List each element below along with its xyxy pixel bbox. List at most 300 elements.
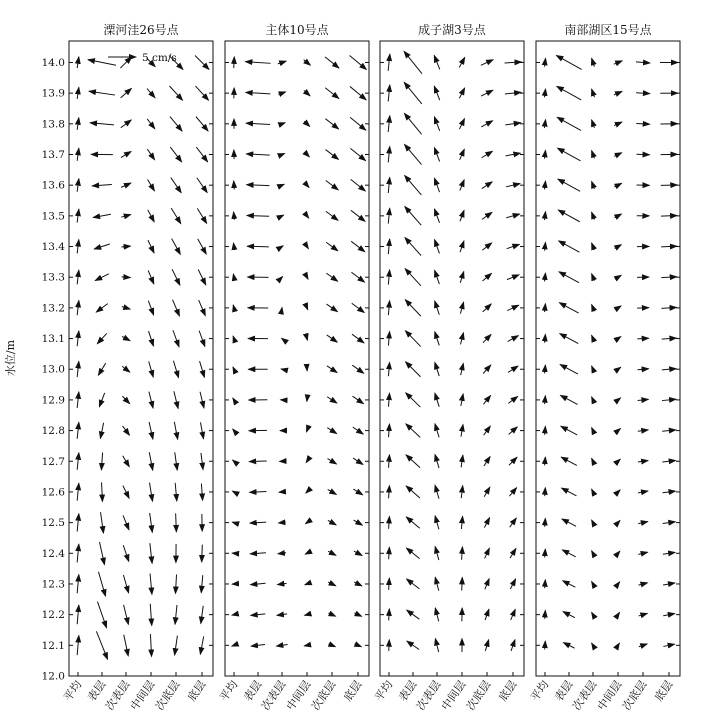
velocity-vector: [484, 457, 490, 466]
x-tick-label: 表层: [241, 678, 265, 704]
velocity-vector: [278, 92, 285, 95]
velocity-vector: [481, 90, 493, 96]
velocity-vector: [388, 208, 389, 223]
reference-vector: [108, 52, 177, 64]
velocity-vector: [327, 335, 338, 342]
velocity-vector: [325, 57, 339, 68]
velocity-vector: [562, 550, 575, 557]
velocity-vector: [389, 609, 390, 620]
velocity-vector: [616, 459, 621, 463]
y-tick-label: 12.6: [41, 486, 65, 499]
velocity-vector: [173, 300, 180, 316]
velocity-vector: [544, 120, 545, 128]
x-tick-label: 次表层: [258, 678, 289, 713]
velocity-vector: [355, 644, 362, 647]
y-tick-label: 13.0: [41, 363, 65, 376]
velocity-vector: [460, 272, 464, 283]
velocity-vector: [148, 270, 154, 284]
panel-title: 成子湖3号点: [418, 23, 486, 37]
velocity-vector: [150, 513, 153, 532]
velocity-vector: [388, 177, 389, 193]
velocity-vector: [93, 214, 111, 217]
velocity-vector: [282, 338, 283, 339]
velocity-vector: [661, 216, 677, 217]
y-axis: [3, 57, 65, 683]
velocity-vector: [558, 179, 580, 191]
velocity-vector: [510, 548, 516, 558]
x-tick-label: 中间层: [127, 678, 158, 713]
velocity-vector: [388, 116, 390, 132]
velocity-vector: [506, 214, 519, 218]
velocity-vector: [77, 209, 79, 222]
velocity-vector: [592, 335, 595, 342]
velocity-vector: [460, 210, 464, 221]
velocity-vector: [150, 543, 152, 563]
velocity-vector: [507, 244, 520, 248]
velocity-vector: [615, 337, 621, 341]
velocity-vector: [592, 397, 595, 403]
velocity-vector: [147, 149, 154, 160]
velocity-vector: [435, 332, 440, 346]
velocity-vector: [306, 429, 307, 432]
velocity-vector: [247, 185, 270, 186]
velocity-vector: [508, 336, 519, 342]
velocity-vector: [661, 307, 676, 308]
velocity-vector: [233, 243, 234, 250]
panels: [60, 22, 680, 713]
velocity-vector: [459, 88, 464, 98]
velocity-vector: [404, 51, 422, 73]
velocity-vector: [328, 613, 335, 616]
velocity-vector: [147, 89, 155, 98]
velocity-vector: [406, 393, 421, 407]
velocity-vector: [278, 553, 286, 554]
velocity-vector: [592, 582, 595, 587]
velocity-vector: [592, 274, 595, 281]
velocity-vector: [281, 277, 282, 278]
velocity-vector: [149, 392, 153, 409]
velocity-vector: [171, 208, 181, 223]
velocity-vector: [97, 333, 106, 343]
y-tick-label: 13.6: [41, 179, 65, 192]
velocity-vector: [507, 275, 519, 280]
panel-title: 溧河洼26号点: [103, 23, 179, 37]
velocity-vector: [172, 239, 181, 255]
velocity-vector: [434, 55, 440, 69]
velocity-vector: [388, 301, 389, 315]
velocity-vector: [614, 91, 622, 94]
velocity-vector: [77, 514, 79, 532]
velocity-vector: [388, 331, 389, 345]
velocity-vector: [97, 602, 106, 628]
velocity-vector: [558, 148, 581, 161]
velocity-vector: [90, 123, 114, 125]
velocity-vector: [662, 338, 677, 339]
velocity-vector: [406, 424, 420, 438]
y-tick-label: 13.3: [41, 271, 65, 284]
x-tick-label: 底层: [185, 678, 209, 704]
velocity-vector: [250, 492, 267, 493]
velocity-vector: [484, 426, 491, 435]
velocity-vector: [637, 308, 649, 309]
x-tick-label: 表层: [85, 678, 109, 704]
velocity-vector: [175, 574, 176, 593]
velocity-vector: [350, 148, 365, 160]
velocity-vector: [149, 422, 153, 439]
velocity-vector: [407, 641, 419, 649]
velocity-vector: [98, 572, 105, 596]
velocity-vector: [404, 113, 421, 134]
velocity-vector: [563, 643, 574, 649]
velocity-vector: [99, 542, 104, 565]
velocity-vector: [637, 338, 648, 339]
velocity-vector: [279, 153, 284, 155]
velocity-vector: [661, 277, 676, 278]
velocity-vector: [77, 270, 79, 284]
velocity-vector: [592, 89, 595, 97]
velocity-vector: [351, 272, 364, 282]
velocity-vector: [616, 582, 619, 586]
velocity-vector: [545, 580, 546, 588]
x-tick-label: 中间层: [594, 678, 625, 713]
velocity-vector: [562, 488, 577, 496]
velocity-vector: [404, 82, 422, 104]
velocity-vector: [592, 643, 595, 647]
velocity-vector: [405, 238, 421, 256]
x-tick-label: 中间层: [283, 678, 314, 713]
velocity-vector: [173, 361, 178, 378]
velocity-vector: [556, 55, 581, 69]
velocity-vector: [149, 452, 152, 470]
velocity-vector: [592, 212, 595, 219]
x-tick-label: 底层: [652, 678, 676, 704]
velocity-vector: [246, 154, 269, 155]
velocity-vector: [96, 631, 107, 659]
velocity-vector: [304, 60, 311, 66]
velocity-vector: [350, 86, 366, 99]
velocity-vector: [435, 639, 438, 652]
velocity-vector: [404, 144, 421, 164]
velocity-vector: [246, 123, 270, 124]
velocity-vector: [147, 119, 155, 129]
velocity-vector: [481, 60, 493, 66]
velocity-vector: [544, 181, 545, 189]
y-tick-label: 12.4: [41, 547, 65, 560]
velocity-vector: [77, 148, 79, 161]
velocity-vector: [77, 605, 79, 624]
velocity-vector: [233, 367, 235, 371]
velocity-vector: [77, 361, 79, 377]
velocity-vector: [121, 246, 130, 247]
velocity-vector: [506, 184, 520, 187]
velocity-vector: [482, 243, 491, 250]
velocity-vector: [485, 548, 490, 558]
reference-label: 5 cm/s: [142, 52, 177, 64]
x-tick-label: 次底层: [308, 678, 339, 713]
velocity-vector: [195, 55, 209, 69]
velocity-vector: [435, 608, 438, 621]
velocity-vector: [508, 366, 518, 372]
velocity-vector: [176, 513, 177, 531]
velocity-vector: [638, 491, 648, 493]
velocity-vector: [77, 118, 79, 130]
velocity-vector: [148, 240, 154, 253]
x-tick-label: 次表层: [569, 678, 600, 713]
velocity-vector: [280, 215, 283, 217]
velocity-vector: [389, 547, 390, 559]
velocity-vector: [545, 365, 546, 373]
velocity-vector: [277, 583, 286, 584]
velocity-vector: [77, 544, 79, 562]
velocity-vector: [616, 551, 620, 555]
velocity-vector: [435, 516, 439, 530]
velocity-vector: [353, 427, 363, 434]
velocity-vector: [250, 522, 266, 523]
velocity-vector: [510, 518, 517, 527]
velocity-vector: [170, 117, 182, 132]
velocity-vector: [150, 634, 151, 656]
velocity-vector: [233, 460, 236, 462]
velocity-vector: [123, 456, 130, 467]
velocity-vector: [232, 522, 235, 523]
velocity-vector: [545, 304, 546, 312]
velocity-vector: [202, 545, 203, 562]
velocity-vector: [121, 215, 130, 218]
velocity-vector: [592, 243, 595, 250]
velocity-vector: [616, 520, 620, 524]
velocity-vector: [485, 640, 488, 651]
velocity-vector: [123, 426, 130, 435]
velocity-vector: [328, 489, 337, 494]
velocity-vector: [94, 244, 110, 249]
velocity-vector: [233, 274, 234, 280]
velocity-vector: [306, 491, 308, 493]
y-tick-label: 12.7: [41, 455, 65, 468]
velocity-vector: [149, 361, 154, 377]
velocity-vector: [305, 152, 310, 157]
velocity-vector: [232, 491, 235, 493]
x-tick-label: 平均: [217, 678, 241, 704]
velocity-vector: [435, 301, 440, 315]
velocity-vector: [509, 488, 516, 497]
velocity-vector: [434, 148, 439, 162]
velocity-vector: [150, 604, 152, 626]
velocity-vector: [200, 636, 203, 654]
velocity-vector: [406, 548, 419, 559]
y-tick-label: 13.7: [41, 149, 65, 162]
velocity-vector: [406, 486, 420, 498]
y-tick-label: 13.8: [41, 118, 65, 131]
velocity-vector: [545, 334, 546, 342]
velocity-vector: [350, 117, 366, 130]
velocity-vector: [511, 609, 516, 620]
velocity-vector: [435, 485, 439, 499]
velocity-vector: [77, 483, 79, 500]
velocity-vector: [389, 486, 390, 499]
velocity-vector: [406, 362, 421, 377]
velocity-vector: [148, 301, 153, 315]
velocity-vector: [148, 180, 155, 191]
velocity-vector: [98, 363, 105, 375]
velocity-vector: [278, 522, 285, 523]
x-tick-label: 平均: [61, 678, 85, 704]
velocity-vector: [435, 240, 440, 254]
velocity-vector: [307, 337, 308, 340]
velocity-vector: [638, 399, 649, 400]
velocity-vector: [77, 301, 79, 316]
velocity-vector: [638, 552, 647, 554]
velocity-vector: [200, 361, 205, 377]
velocity-vector: [195, 86, 208, 100]
velocity-vector: [616, 612, 619, 616]
x-tick-label: 底层: [496, 678, 520, 704]
velocity-vector: [662, 399, 676, 400]
velocity-vector: [460, 149, 465, 160]
velocity-vector: [662, 430, 676, 431]
velocity-vector: [234, 212, 235, 220]
velocity-vector: [92, 184, 112, 185]
velocity-vector: [545, 396, 546, 404]
velocity-vector: [247, 215, 269, 216]
velocity-vector: [460, 241, 464, 252]
velocity-vector: [389, 640, 390, 651]
velocity-vector: [250, 553, 266, 554]
velocity-vector: [592, 428, 595, 434]
velocity-vector: [663, 583, 675, 585]
velocity-vector: [305, 552, 309, 554]
velocity-vector: [639, 583, 648, 585]
velocity-vector: [592, 120, 595, 128]
velocity-vector: [460, 302, 463, 313]
x-tick-label: 次底层: [619, 678, 650, 713]
velocity-vector: [196, 147, 207, 162]
y-tick-label: 12.0: [41, 670, 65, 683]
velocity-vector: [434, 117, 439, 131]
velocity-vector: [234, 57, 235, 68]
velocity-vector: [561, 457, 577, 465]
velocity-vector: [351, 179, 366, 191]
velocity-vector: [232, 614, 236, 615]
velocity-vector: [545, 549, 546, 557]
velocity-vector: [505, 92, 521, 94]
velocity-vector: [614, 153, 622, 157]
velocity-vector: [615, 245, 622, 249]
velocity-vector: [461, 516, 462, 529]
velocity-vector: [201, 606, 203, 624]
velocity-vector: [389, 516, 390, 528]
velocity-vector: [388, 270, 389, 285]
velocity-vector: [615, 275, 621, 279]
velocity-vector: [405, 206, 421, 225]
velocity-vector: [636, 62, 650, 63]
velocity-vector: [662, 460, 675, 462]
velocity-vector: [389, 455, 390, 468]
velocity-vector: [592, 305, 595, 312]
velocity-vector: [232, 644, 236, 646]
y-tick-label: 13.1: [41, 333, 65, 346]
velocity-vector: [306, 460, 308, 463]
velocity-vector: [592, 151, 595, 159]
y-axis-title: 水位/m: [4, 339, 17, 377]
velocity-vector: [461, 424, 463, 436]
velocity-vector: [201, 483, 202, 500]
velocity-vector: [482, 212, 492, 219]
velocity-vector: [462, 547, 463, 560]
velocity-vector: [637, 369, 648, 370]
panel-1: [60, 22, 213, 713]
velocity-vector: [150, 574, 152, 595]
velocity-vector: [435, 547, 439, 561]
velocity-vector: [482, 273, 491, 281]
velocity-vector: [484, 487, 490, 497]
velocity-vector: [615, 306, 621, 310]
velocity-vector: [197, 178, 207, 193]
velocity-vector: [327, 459, 336, 464]
x-tick-label: 表层: [396, 678, 420, 704]
velocity-vector: [461, 394, 463, 406]
velocity-vector: [663, 644, 674, 646]
velocity-vector: [196, 117, 208, 131]
velocity-vector: [279, 492, 285, 493]
velocity-vector: [351, 241, 365, 251]
velocity-vector: [482, 182, 492, 189]
y-tick-label: 12.8: [41, 425, 65, 438]
velocity-vector: [328, 551, 336, 555]
velocity-vector: [304, 121, 309, 126]
velocity-vector: [198, 269, 206, 284]
velocity-vector: [388, 239, 389, 254]
velocity-vector: [459, 119, 464, 129]
velocity-vector: [545, 518, 546, 526]
panel-2: [216, 22, 369, 713]
velocity-vector: [122, 277, 131, 278]
velocity-vector: [615, 367, 620, 371]
velocity-vector: [174, 422, 177, 440]
velocity-vector: [325, 88, 339, 99]
velocity-vector: [200, 422, 203, 438]
velocity-vector: [122, 336, 130, 340]
velocity-vector: [483, 304, 492, 312]
velocity-vector: [557, 117, 581, 130]
velocity-vector: [511, 640, 515, 651]
velocity-vector: [327, 397, 337, 403]
velocity-vector: [406, 517, 419, 528]
velocity-vector: [175, 605, 177, 624]
velocity-vector: [639, 613, 648, 616]
panel-frame: [69, 41, 213, 676]
x-tick-label: 底层: [341, 678, 365, 704]
velocity-vector: [545, 242, 546, 250]
velocity-vector: [461, 363, 464, 375]
velocity-vector: [405, 331, 420, 347]
velocity-vector: [306, 306, 308, 310]
y-tick-label: 12.1: [41, 639, 65, 652]
panel-title: 南部湖区15号点: [564, 23, 652, 37]
velocity-vector: [77, 422, 79, 439]
velocity-vector: [123, 575, 128, 593]
velocity-vector: [559, 272, 579, 283]
velocity-vector: [435, 362, 439, 376]
velocity-vector: [616, 490, 620, 494]
velocity-vector: [89, 91, 115, 95]
velocity-vector: [121, 183, 131, 187]
velocity-vector: [405, 300, 421, 317]
velocity-vector: [305, 583, 309, 585]
velocity-vector: [326, 273, 337, 281]
velocity-vector: [122, 396, 129, 404]
velocity-vector: [149, 483, 152, 502]
velocity-vector: [560, 334, 579, 344]
